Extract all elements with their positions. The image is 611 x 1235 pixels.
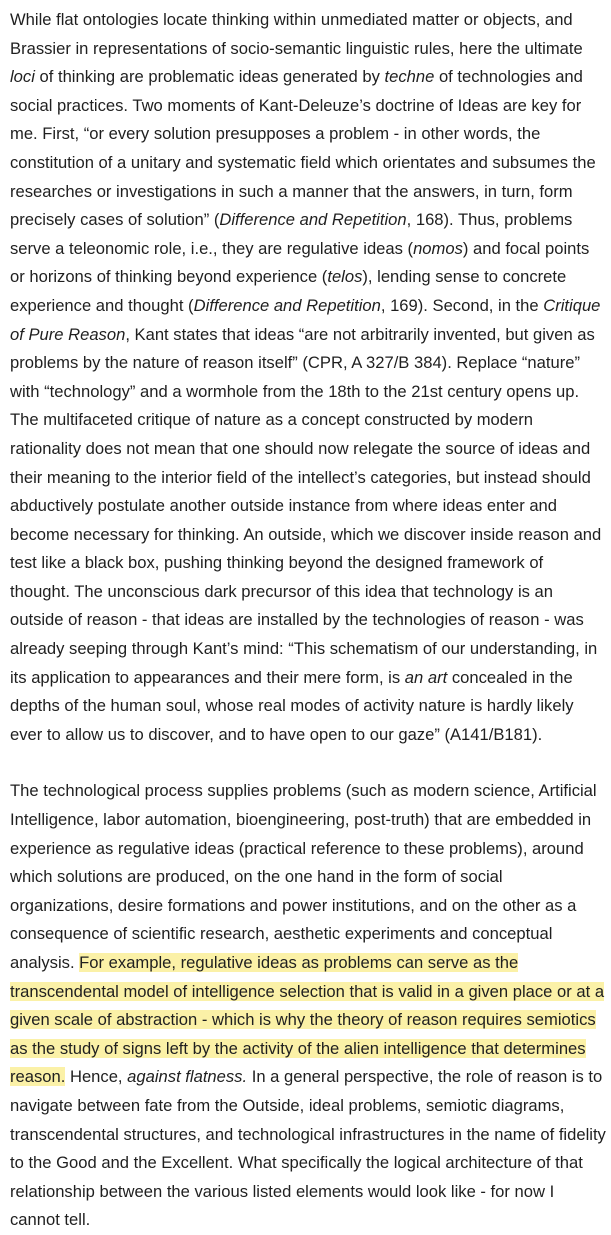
- text-run: concealed in the depths of the human soul, whose real modes of activity nature is hardly likely ever to allow us to discover, and to have open to our gaze” (A141/B181).: [10, 667, 574, 744]
- highlighted-text[interactable]: For example, regulative ideas as problems can serve as the transcendental model of intelligence selection that is valid in a given place or at a given scale of abstraction - which is why the theory of reason requires semiotics as the study of signs left by the activity of the alien intelligence that determines reason.: [10, 953, 605, 1087]
- text-run: , 168). Thus, problems serve a teleonomic role, i.e., they are regulative ideas (: [10, 210, 573, 258]
- text-run: , Kant states that ideas “are not arbitrarily invented, but given as problems by the nature of reason itself” (CPR, A 327/B 384). Replace “nature” with “technology” and a wormhole from the 18th to the 21st century opens up. The multifaceted critique of nature as a concept constructed by modern rationality does not mean that one should now relegate the source of ideas and their meaning to the interior field of the intellect’s categories, but instead should abductively postulate another outside instance from where ideas enter and become necessary for thinking. An outside, which we discover inside reason and test like a black box, pushing thinking beyond the designed framework of thought. The unconscious dark precursor of this idea that technology is an outside of reason - that ideas are installed by the technologies of reason - was already seeping through Kant’s mind: “This schematism of our understanding, in its application to appearances and their mere form, is: [10, 324, 602, 687]
- emphasis-telos: telos: [327, 267, 363, 287]
- text-run: ), lending sense to concrete experience and thought (: [10, 267, 567, 315]
- emphasis-an-art: an art: [404, 667, 448, 687]
- text-run: ) and focal points or horizons of thinking beyond experience (: [10, 238, 590, 287]
- text-run: In a general perspective, the role of reason is to navigate between fate from the Outside, ideal problems, semiotic diagrams, transcendental structures, and technological infrastructures in the name of fidelity to the Good and the Excellent. What specifically the logical architecture of that relationship between the various listed elements would look like - for now I cannot tell.: [10, 1067, 606, 1230]
- text-run: of thinking are problematic ideas generated by: [34, 67, 385, 87]
- emphasis-against-flatness: against flatness.: [127, 1067, 248, 1087]
- text-run: The technological process supplies problems (such as modern science, Artificial Intelligence, labor automation, bioengineering, post-truth) that are embedded in experience as regulative ideas (practical reference to these problems), around which solutions are produced, on the one hand in the form of social organizations, desire formations and power institutions, and on the other as a consequence of scientific research, aesthetic experiments and conceptual analysis.: [10, 781, 597, 972]
- text-run: , 169). Second, in the: [380, 295, 544, 315]
- book-title: Difference and Repetition: [193, 295, 381, 315]
- text-run: of technologies and social practices. Two moments of Kant-Deleuze’s doctrine of Ideas are key for me. First, “or every solution presupposes a problem - in other words, the constitution of a unitary and systematic field which orientates and subsumes the researches or investigations in such a manner that the answers, in turn, form precisely cases of solution” (: [10, 67, 596, 230]
- text-run: Hence,: [65, 1067, 128, 1087]
- paragraph-1: [10, 6, 606, 749]
- text-run: While flat ontologies locate thinking within unmediated matter or objects, and Brassier in representations of socio-semantic linguistic rules, here the ultimate: [10, 10, 583, 58]
- emphasis-techne: techne: [384, 67, 435, 87]
- book-title: Difference and Repetition: [219, 210, 407, 230]
- book-title: Critique of Pure Reason: [10, 295, 601, 344]
- emphasis-loci: loci: [10, 67, 35, 87]
- paragraph-2: [10, 777, 606, 1235]
- emphasis-nomos: nomos: [413, 238, 463, 258]
